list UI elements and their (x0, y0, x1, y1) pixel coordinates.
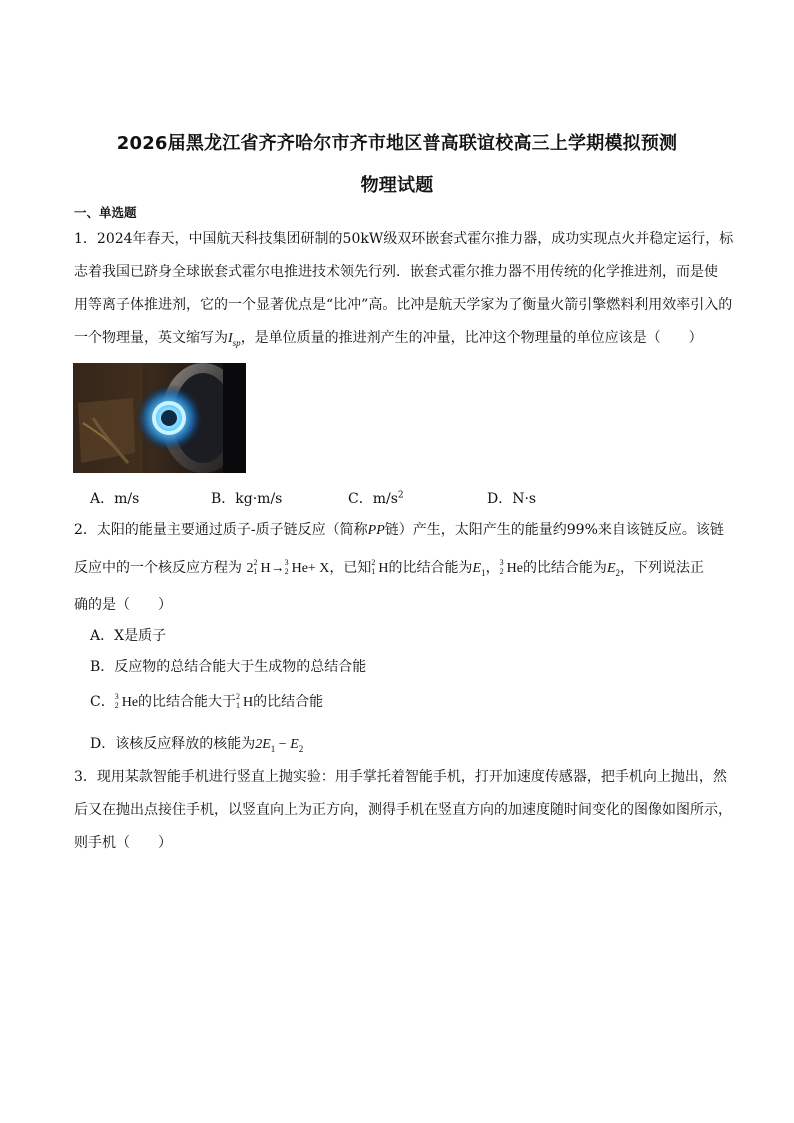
option-1-b[interactable]: B．kg·m/s (211, 491, 283, 507)
question-3-line-2: 后又在抛出点接住手机，以竖直向上为正方向，测得手机在竖直方向的加速度随时间变化的图像如图所示， (74, 802, 732, 818)
question-3-line-3: 则手机（ ） (74, 835, 172, 851)
nuclear-equation: 2 2 1 H→ 3 2 He+ X (246, 558, 330, 576)
option-2-a[interactable]: A．X是质子 (90, 628, 167, 644)
option-1-a[interactable]: A．m/s (90, 491, 140, 507)
option-2-d[interactable]: D．该核反应释放的核能为$2E_1 - E_2$ (90, 736, 304, 754)
question-1-line-4 (74, 327, 703, 348)
isp-symbol: $I_{sp}$ (228, 331, 241, 348)
question-2-line-1: 2．太阳的能量主要通过质子-质子链反应（简称PP链）产生，太阳产生的能量约99%来自该链反应。该链 (74, 522, 724, 538)
question-3-line-1: 3．现用某款智能手机进行竖直上抛实验：用手掌托着智能手机，打开加速度传感器，把手机向上抛出，然 (74, 769, 727, 785)
question-1-line-4-rest: ，是单位质量的推进剂产生的冲量，比冲这个物理量的单位应该是（ ） (240, 330, 703, 346)
question-1-line-2: 志着我国已跻身全球嵌套式霍尔电推进技术领先行列．嵌套式霍尔推力器不用传统的化学推进剂，而是使 (74, 264, 718, 280)
option-2-b[interactable]: B．反应物的总结合能大于生成物的总结合能 (90, 659, 367, 675)
question-2-line-2: 反应中的一个核反应方程为 2 2 1 H→ 3 2 He+ X，已知 2 1 H的比结合能为$E_1$， 3 2 He的比结合能为$E_2$，下列说法正 (74, 558, 704, 578)
hall-thruster-photo (73, 363, 246, 473)
question-1-line-3: 用等离子体推进剂，它的一个显著优点是“比冲”高。比冲是航天学家为了衡量火箭引擎燃料利用效率引入的 (74, 297, 733, 313)
page-title-line-1: 2026届黑龙江省齐齐哈尔市齐市地区普高联谊校高三上学期模拟预测 (116, 133, 678, 154)
option-2-c[interactable]: C． 3 2 He的比结合能大于 2 1 H的比结合能 (90, 692, 324, 710)
question-1-line-4-text: 一个物理量，英文缩写为 (74, 330, 228, 346)
page-title-line-2: 物理试题 (360, 175, 434, 196)
option-1-c[interactable]: C．$m/s^2$ (348, 490, 404, 507)
question-2-line-3: 确的是（ ） (74, 597, 172, 613)
question-1-line-1: 1．2024年春天，中国航天科技集团研制的50kW级双环嵌套式霍尔推力器，成功实现点火并稳定运行，标 (74, 231, 734, 247)
option-1-d[interactable]: D．N·s (487, 491, 537, 507)
section-heading: 一、单选题 (74, 205, 137, 220)
